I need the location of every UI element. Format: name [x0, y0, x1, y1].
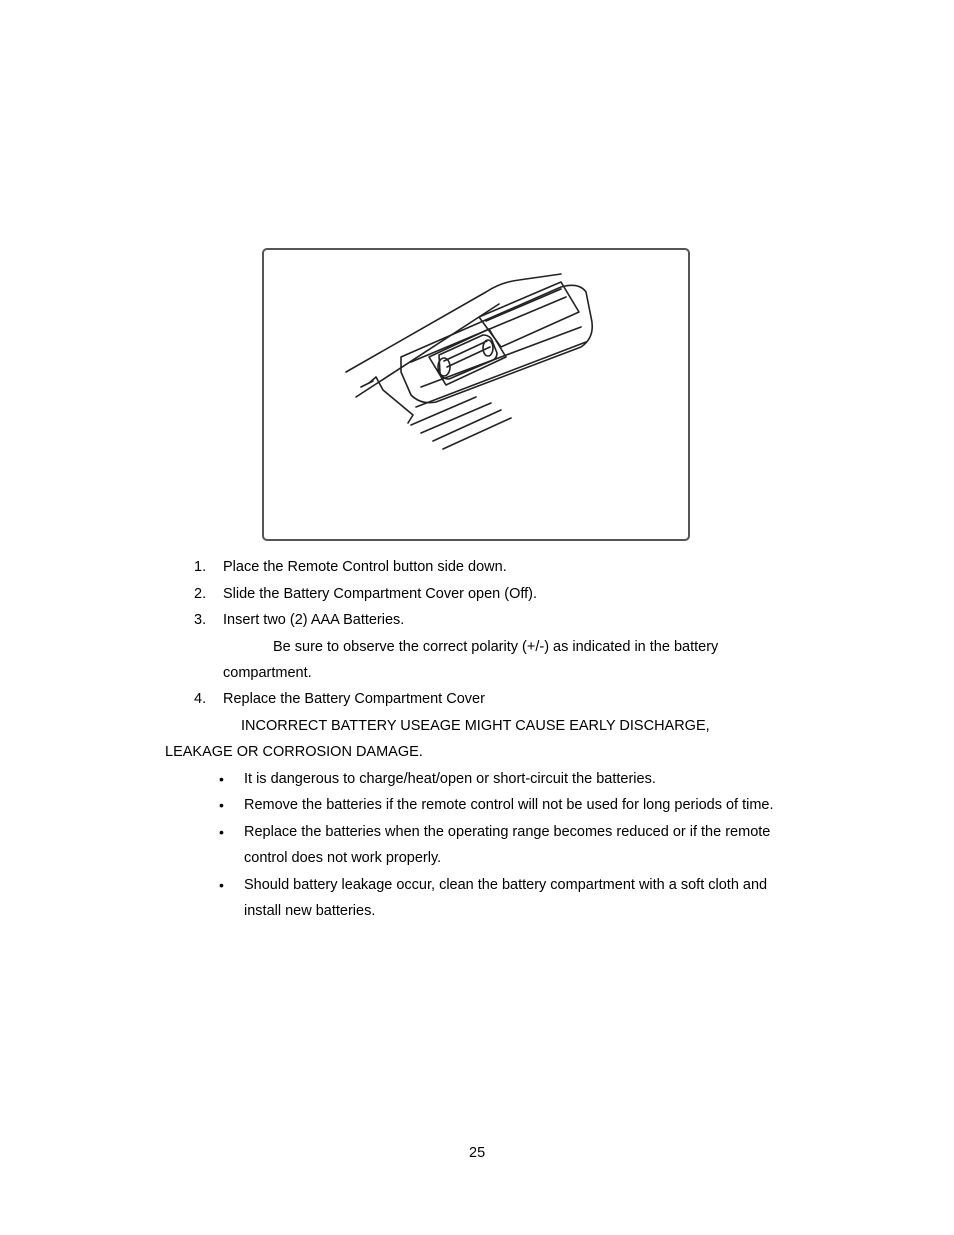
step-text: Slide the Battery Compartment Cover open (Off). — [223, 586, 538, 602]
bullet-text: Replace the batteries when the operating range becomes reduced or if the remote — [244, 824, 771, 840]
warning-text-line: INCORRECT BATTERY USEAGE MIGHT CAUSE EARLY DISCHARGE, — [241, 718, 710, 734]
page-number: 25 — [469, 1145, 486, 1161]
step-number: 1. — [194, 559, 207, 575]
bullet-text: install new batteries. — [244, 903, 376, 919]
bullet-icon: • — [219, 877, 224, 893]
step-text: Replace the Battery Compartment Cover — [223, 691, 485, 707]
bullet-icon: • — [219, 771, 224, 787]
step-number: 4. — [194, 691, 207, 707]
step-text: Insert two (2) AAA Batteries. — [223, 612, 405, 628]
bullet-icon: • — [219, 797, 224, 813]
bullet-text: It is dangerous to charge/heat/open or short-circuit the batteries. — [244, 771, 656, 787]
warning-text-line: LEAKAGE OR CORROSION DAMAGE. — [165, 744, 423, 760]
battery-installation-figure — [261, 247, 691, 542]
step-text: Place the Remote Control button side down. — [223, 559, 507, 575]
polarity-note-line: compartment. — [223, 665, 312, 681]
remote-control-battery-compartment-illustration — [261, 247, 691, 542]
bullet-text: Remove the batteries if the remote control will not be used for long periods of time. — [244, 797, 774, 813]
step-number: 3. — [194, 612, 207, 628]
polarity-note-line: Be sure to observe the correct polarity (+/-) as indicated in the battery — [273, 639, 719, 655]
bullet-text: control does not work properly. — [244, 850, 442, 866]
bullet-text: Should battery leakage occur, clean the battery compartment with a soft cloth and — [244, 877, 768, 893]
bullet-icon: • — [219, 824, 224, 840]
step-number: 2. — [194, 586, 207, 602]
